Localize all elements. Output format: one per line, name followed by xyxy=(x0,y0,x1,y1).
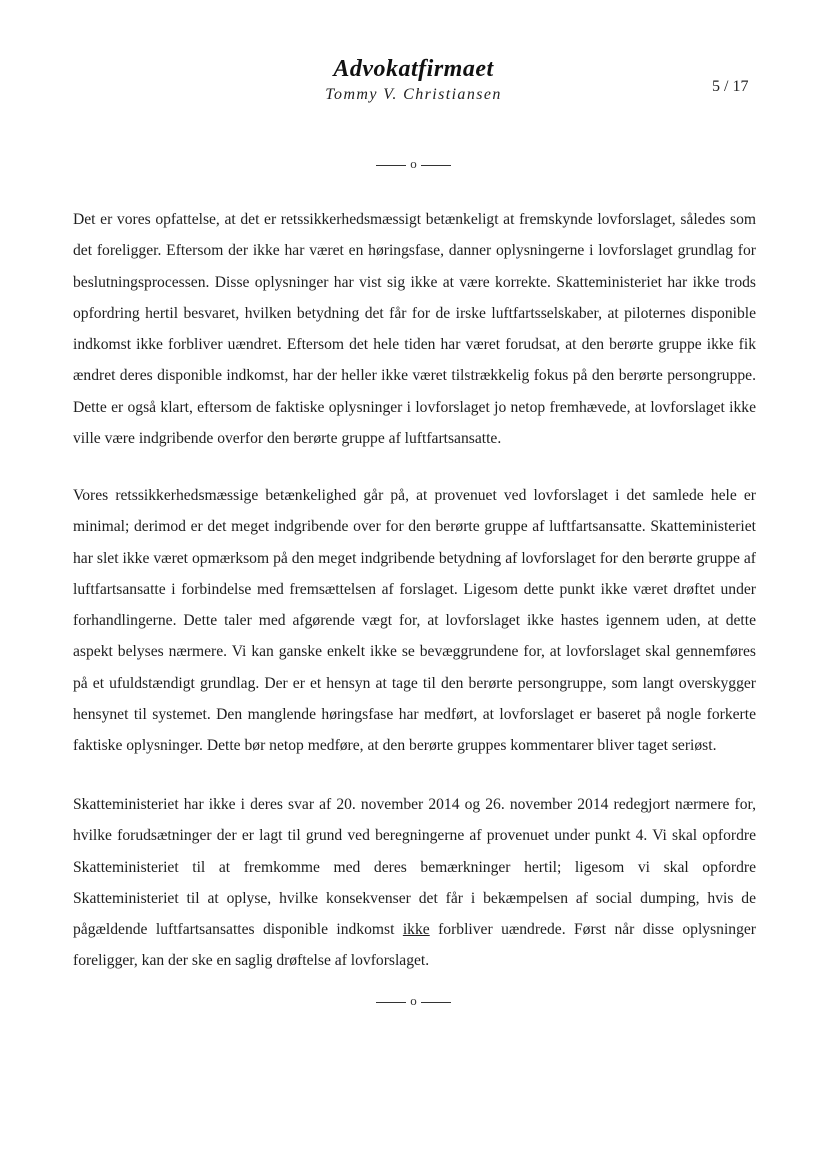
divider-line xyxy=(421,1002,451,1003)
underlined-emphasis: ikke xyxy=(402,921,430,939)
divider-line xyxy=(376,1002,406,1003)
divider-mark: o xyxy=(410,993,417,1008)
paragraph-3-text-end: forbliver uændrede. Først når disse oplysninger foreligger, kan der ske en saglig drøftelse af lovforslaget. xyxy=(73,921,756,970)
firm-owner: Tommy V. Christiansen xyxy=(325,86,502,103)
section-divider-bottom xyxy=(0,993,827,1009)
firm-name: Advokatfirmaet xyxy=(333,56,494,82)
page-number: 5 / 17 xyxy=(712,78,749,95)
divider-mark: o xyxy=(410,156,417,171)
paragraph-3-text-start: Skatteministeriet har ikke i deres svar af 20. november 2014 og 26. november 2014 redegjort nærmere for, hvilke forudsætninger der er lagt til grund ved beregningerne af provenuet under punkt 4. Vi skal opfordre Skatteministeriet til at fremkomme med deres bemærkninger hertil; ligesom vi skal opfordre Skatteministeriet til at oplyse, hvilke konsekvenser det får i bekæmpelsen af social dumping, hvis de pågældende luftfartsansattes disponible indkomst xyxy=(73,796,756,939)
divider-line xyxy=(376,165,406,166)
body-paragraph-1: Det er vores opfattelse, at det er retssikkerhedsmæssigt betænkeligt at fremskynde lovforslaget, således som det foreligger. Eftersom der ikke har været en høringsfase, danner oplysningerne i lovforslaget grundlag for beslutningsprocessen. Disse oplysninger har vist sig ikke at være korrekte. Skatteministeriet har ikke trods opfordring hertil besvaret, hvilken betydning det får for de irske luftfartsselskaber, at piloternes disponible indkomst ikke forbliver uændret. Eftersom det hele tiden har været forudsat, at den berørte gruppe ikke fik ændret deres disponible indkomst, har der heller ikke været tilstrækkelig fokus på den berørte persongruppe. Dette er også klart, eftersom de faktiske oplysninger i lovforslaget jo netop fremhævede, at lovforslaget ikke ville være indgribende overfor den berørte gruppe af luftfartsansatte. xyxy=(73,211,756,448)
section-divider-top xyxy=(0,156,827,172)
body-paragraph-2: Vores retssikkerhedsmæssige betænkelighed går på, at provenuet ved lovforslaget i det samlede hele er minimal; derimod er det meget indgribende over for den berørte gruppe af luftfartsansatte. Skatteministeriet har slet ikke været opmærksom på den meget indgribende betydning af lovforslaget for den berørte gruppe af luftfartsansatte i forbindelse med fremsættelsen af forslaget. Ligesom dette punkt ikke været drøftet under forhandlingerne. Dette taler med afgørende vægt for, at lovforslaget ikke hastes igennem uden, at dette aspekt belyses nærmere. Vi kan ganske enkelt ikke se bevæggrundene for, at lovforslaget skal gennemføres på et ufuldstændigt grundlag. Der er et hensyn at tage til den berørte persongruppe, som langt overskygger hensynet til systemet. Den manglende høringsfase har medført, at lovforslaget er baseret på nogle forkerte faktiske oplysninger. Dette bør netop medføre, at den berørte gruppes kommentarer bliver taget seriøst. xyxy=(73,487,756,755)
body-paragraph-3 xyxy=(73,789,756,977)
divider-line xyxy=(421,165,451,166)
